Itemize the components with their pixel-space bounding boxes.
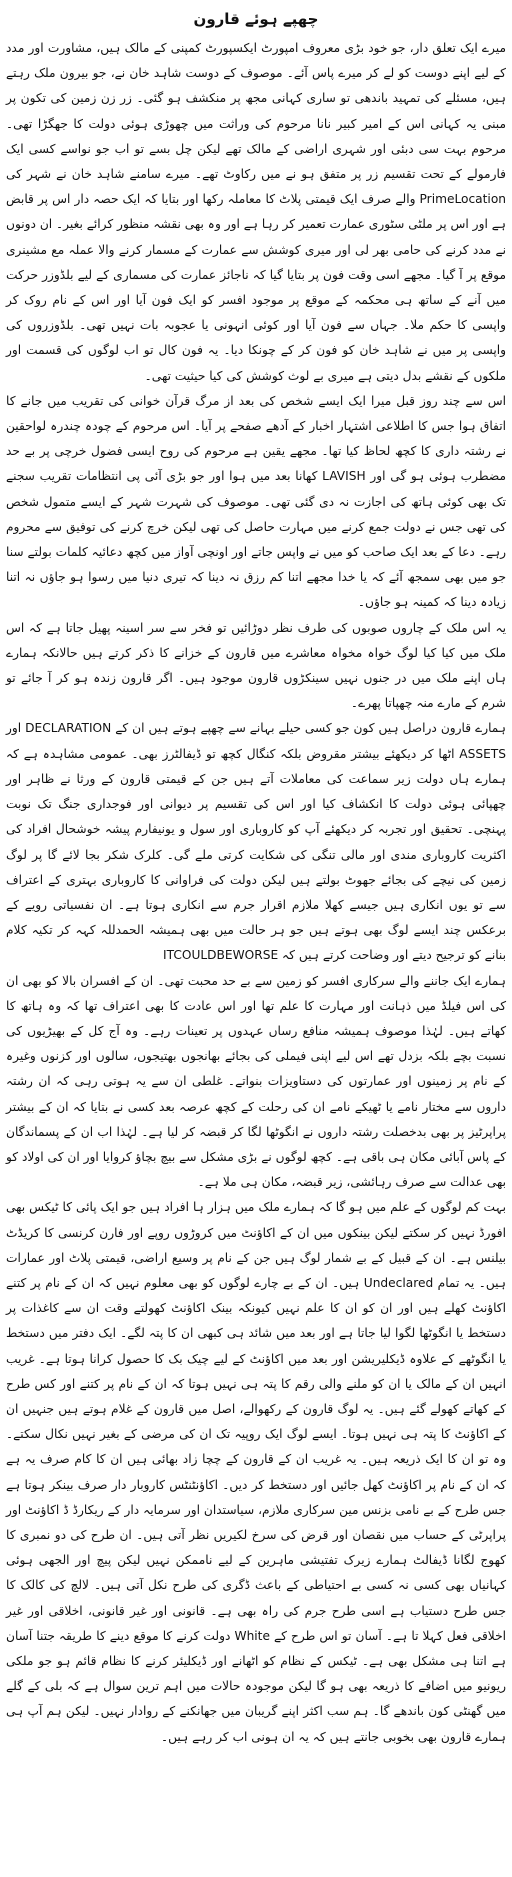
article-paragraph-3: یہ اس ملک کے چاروں صوبوں کی طرف نظر دوڑائیں تو فخر سے سر اسینہ پھیل جاتا ہے کہ اس ملک میں کیا کیا لوگ خواہ مخواہ معاشرے میں قارون کے خزانے کا ذکر کرتے ہیں حالانکہ ہمارے ہاں اپنے ملک میں در جنوں نہیں سینکڑوں قارون موجود ہیں۔ اگر قارون زندہ ہو کر آ جائے تو شرم کے مارے منہ چھپاتا پھرے۔: [6, 620, 506, 711]
article-paragraph-1: میرے ایک تعلق دار، جو خود بڑی معروف امپورٹ ایکسپورٹ کمپنی کے مالک ہیں، مشاورت اور مدد کے لیے اپنے دوست کو لے کر میرے پاس آئے۔ موصوف کے دوست شاہد خان نے، جو بیرون ملک رہتے ہیں، مسئلے کی تمہید باندھی تو ساری کہانی مجھ پر منکشف ہو گئی۔ زر زن زمین کی تکون پر مبنی یہ کہانی اس کے امیر کبیر نانا مرحوم کی وراثت میں چھوڑی ہوئی دولت کا جھگڑا تھی۔ مرحوم بہت سی دبئی اور شہری اراضی کے مالک تھے لیکن چل بسے تو اب جو نواسے کسی ایک فارمولے کے تحت تقسیم زر پر متفق ہو نے میں رکاوٹ تھے۔ میرے سامنے شاہد خان نے شہر کی PrimeLocation والے صرف ایک قیمتی پلاٹ کا معاملہ رکھا اور بتایا کہ ایک حصہ دار اس پر قابض ہے اور اس پر ملٹی سٹوری عمارت تعمیر کر رہا ہے اور وہ بھی نقشہ منظور کرائے بغیر۔ ان دونوں نے مدد کرنے کی حامی بھر لی اور میری کوشش سے عمارت کے مسمار کرنے والا عملہ مع مشینری موقع پر آ گیا۔ مجھے اسی وقت فون پر بتایا گیا کہ ناجائز عمارت کی مسماری کے لیے بلڈوزر حرکت میں آنے کے ساتھ ہی محکمہ کے موقع پر موجود افسر کو ایک فون آیا اور اس کے نام روک کر واپسی کا حکم ملا۔ جہاں سے فون آیا اور کوئی انہونی یا عجوبہ بات نہیں تھی۔ بلڈوزروں کی واپسی پر میں نے شاہد خان کو فون کر کے چونکا دیا۔ یہ فون کال تو اب لوگوں کی قسمت اور ملکوں کے نقشے بدل دیتی ہے میری بے لوث کوشش کی کیا حیثیت تھی۔: [6, 41, 506, 383]
article-paragraph-4: ہمارے قارون دراصل ہیں کون جو کسی حیلے بہانے سے چھپے ہوتے ہیں ان کے DECLARATION اور ASSETS اٹھا کر دیکھئے بیشتر مقروض بلکہ کنگال کچھ تو ڈیفالٹرز بھی۔ عمومی مشاہدہ ہے کہ ہمارے ہاں دولت زیر سماعت کی معاملات آتے ہیں جن کے قیمتی قارون کے ورثا نے ظاہر اور چھپائی ہوئی دولت کا انکشاف کیا اور اس کی تقسیم پر دیوانی اور فوجداری جنگ تک نوبت پہنچی۔ تحقیق اور تجربہ کر دیکھئے آپ کو کاروباری اور سول و یونیفارم پیشہ خوشحال افراد کی اکثریت کاروباری مندی اور مالی تنگی کی شکایت کرتی ملے گی۔ کلرک شکر بجا لائے گا پر لوگ زمین کی نیچے کی بجائے جھوٹ بولتے ہیں لیکن دولت کی فراوانی کا کاروباری بہتری کے اعتراف سے تو یوں انکاری ہیں جیسے کھلا ملازم اقرار جرم سے انکاری ہوتا ہے۔ ان نفسیاتی رویے کے برعکس چند ایسے لوگ بھی ہوتے ہیں جو ہر حالت میں بھی ہمیشہ الحمدللہ کہہ کر تکیہ کلام بنانے کو ترجیح دیتے اور وضاحت کرتے ہیں کہ ITCOULDBEWORSE: [6, 721, 506, 963]
article-paragraph-6: بہت کم لوگوں کے علم میں ہو گا کہ ہمارے ملک میں ہزار ہا افراد ہیں جو ایک پائی کا ٹیکس بھی افورڈ نہیں کر سکتے لیکن بینکوں میں ان کے اکاؤنٹ میں کروڑوں روپے اور فارن کرنسی کا کریڈٹ بیلنس ہے۔ ان کے قبیل کے بے شمار لوگ ہیں جن کے نام پر وسیع اراضی، قیمتی پلاٹ اور عمارات ہیں۔ یہ تمام Undeclared ہیں۔ ان کے بے چارے لوگوں کو بھی معلوم نہیں کہ ان کے نام پر کتنے اکاؤنٹ کھلے ہیں اور ان کو ان کا علم نہیں کیونکہ بینک اکاؤنٹ کھولتے وقت ان سے کاغذات پر دستخط یا انگوٹھا لگوا لیا جاتا ہے اور بعد میں شائد ہی کبھی ان کا پتہ لگے۔ ایک دفتر میں دستخط یا انگوٹھے کے علاوہ ڈیکلیریشن اور بعد میں اکاؤنٹ کے لیے چیک بک کا حصول کرانا ہوتا ہے۔ غریب انہیں ان کے مالک یا ان کو ملنے والی رقم کا پتہ ہی نہیں ہوتا کہ ان کے نام پر کتنے اور کس طرح کے کھاتے کھولے گئے ہیں۔ یہ لوگ قارون کے رکھوالے، اصل میں قارون کے غلام ہوتے ہیں جنہیں ان کے اکاؤنٹ کا پتہ ہی نہیں ہوتا۔ ایسے لوگ ایک روپیہ تک ان کی مرضی کے بغیر نہیں نکال سکتے۔ وہ تو ان کا ایک ذریعہ ہیں۔ یہ غریب ان کے قارون کے چچا زاد بھائی ہیں ان کا کام صرف یہ ہے کہ ان کے نام پر اکاؤنٹ کھل جائیں اور دستخط کر دیں۔ اکاؤنٹنٹس کاروبار دار صرف بینکر ہوتا ہے جس طرح کے بے نامی بزنس مین سرکاری ملازم، سیاستدان اور سرمایہ دار کے ریکارڈ ڈ اکاؤنٹ اور پراپرٹی کے حساب میں نقصان اور قرض کی سرخ لکیریں نظر آتی ہیں۔ ان طرح کی دو نمبری کا کھوج لگانا ڈیفالٹ ہمارے زیرک تفتیشی ماہرین کے لیے ناممکن نہیں لیکن پیچ اور الجھی ہوئی کہانیاں بھی کسی نہ کسی بے احتیاطی کے باعث ڈگری کی طرح نکل آتی ہیں۔ لالچ کی کالک کا جس طرح دستیاب ہے اسی طرح جرم کی راہ بھی ہے۔ قانونی اور غیر قانونی، اخلاقی اور غیر اخلاقی فعل کہلا تا ہے۔ آسان تو اس طرح کے White دولت کرنے کا موقع دینے کا طریقہ جتنا آسان ہے اتنا ہی مشکل بھی ہے۔ ٹیکس کے نظام کو اٹھانے اور ڈیکلیئر کرنے کا نظام قائم ہو جو ملکی ریونیو میں اضافے کا ذریعہ بھی ہو گا لیکن موجودہ حالات میں اہم ترین سوال ہے کہ بلی کے گلے میں گھنٹی کون باندھے گا۔ ہم سب اکثر اپنے گریبان میں جھانکنے کے روادار نہیں۔ لیکن ہم آپ ہی ہمارے قارون بھی بخوبی جانتے ہیں کہ یہ ان ہونی اب کر رہے ہیں۔: [6, 1200, 507, 1744]
article-paragraph-5: ہمارے ایک جاننے والے سرکاری افسر کو زمین سے بے حد محبت تھی۔ ان کے افسران بالا کو بھی ان کی اس فیلڈ میں ذہانت اور مہارت کا علم تھا اور اس عادت کا بھی اعتراف تھا کہ وہ ہاتھ کا کھاتے ہیں۔ لہٰذا موصوف ہمیشہ منافع رساں عہدوں پر تعینات رہے۔ وہ آج کل کے بھیڑیوں کی نسبت بچے بلکہ بزدل تھے اس لیے اپنی فیملی کی بجائے بھانجوں بھتیجوں، سالوں اور کزنوں وغیرہ کے نام پر زمینوں اور عمارتوں کی دستاویزات بنواتے۔ غلطی ان سے یہ ہوتی رہی کہ ان رشتہ داروں سے مختار نامے یا ٹھیکے نامے ان کی رحلت کے کچھ عرصہ بعد کسی نے بتایا کہ ان کے بیشتر پراپرٹیز پر بھی بدخصلت رشتہ داروں نے انگوٹھا لگا کر قبضہ کر لیا ہے۔ لہٰذا اب ان کے پسماندگان کے پاس آبائی مکان ہی باقی ہے۔ کچھ لوگوں نے بڑی مشکل سے بیچ بچاؤ کروایا اور ان کی اولاد کو بھی عدالت سے صرف رہائشی، زیر قبضہ، مکان ہی ملا ہے۔: [6, 973, 506, 1190]
article-paragraph-2: اس سے چند روز قبل میرا ایک ایسے شخص کی بعد از مرگ قرآن خوانی کی تقریب میں جانے کا اتفاق ہوا جس کا اطلاعی اشتہار اخبار کے آدھے صفحے پر آیا۔ اس مرحوم کے چودہ چندرہ لواحقین نے رشتہ داری کا کچھ لحاظ کیا تھا۔ مجھے یقین ہے مرحوم کی روح ایسی فضول خرچی پر بے حد مضطرب ہوئی ہو گی اور LAVISH کھانا بعد میں ہوا اور جو بڑی آئی پی انتظامات تقریب سجنے تک بھی کوئی ہاتھ کی اجازت نہ دی گئی تھی۔ موصوف کی شہرت شہر کے ایسے متمول شخص کی تھی جس نے دولت جمع کرنے میں مہارت حاصل کی تھی لیکن خرچ کرنے کی توفیق سے محروم رہے۔ دعا کے بعد ایک صاحب کو میں نے واپس جاتے اور اونچی آواز میں کچھ دعائیہ کلمات بولتے سنا جو میں بھی سمجھ آئے کہ یا خدا مجھے اتنا کم رزق نہ دینا کہ تیری دنیا میں رسوا ہو جاؤں نہ اتنا زیادہ دینا کہ کمینہ ہو جاؤں۔: [6, 393, 506, 610]
article-column: [6, 0, 506, 1756]
article-title: چھپے ہوئے قارون: [193, 10, 319, 28]
